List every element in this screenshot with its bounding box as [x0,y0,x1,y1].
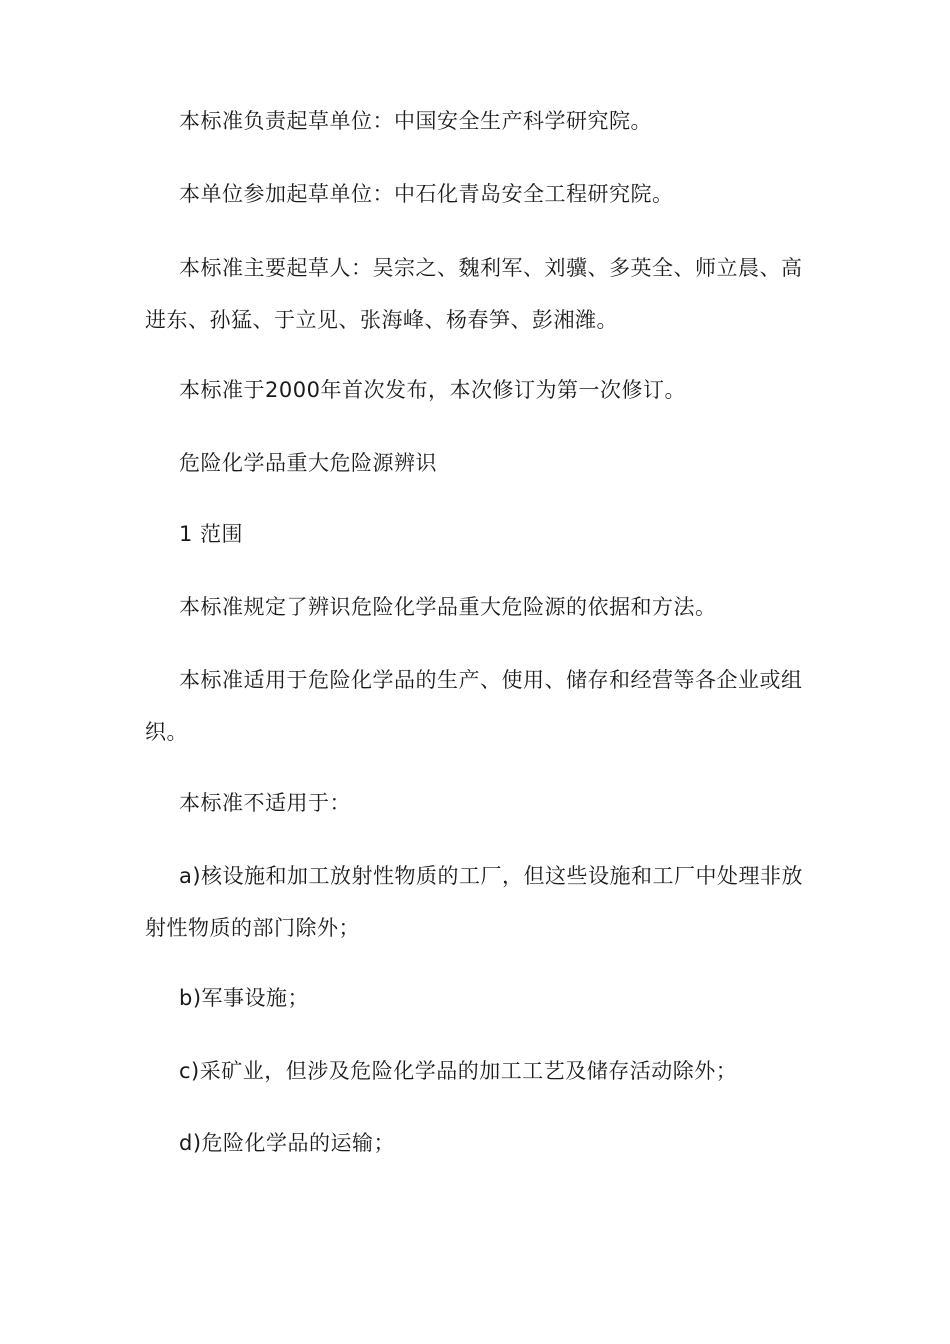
exclusion-item-c: c)采矿业，但涉及危险化学品的加工工艺及储存活动除外； [179,1059,738,1083]
exclusions-intro-paragraph: 本标准不适用于： [179,791,351,815]
section-heading-scope: 1 范围 [179,522,244,546]
exclusion-item-d: d)危险化学品的运输； [179,1131,396,1155]
drafting-unit-paragraph: 本标准负责起草单位：中国安全生产科学研究院。 [179,109,652,133]
drafters-paragraph: 本标准主要起草人：吴宗之、魏利军、刘骥、多英全、师立晨、高进东、孙猛、于立见、张海峰、杨春笋、彭湘潍。 [145,256,803,332]
applicability-paragraph: 本标准适用于危险化学品的生产、使用、储存和经营等各企业或组织。 [145,668,803,744]
standard-title: 危险化学品重大危险源辨识 [179,451,437,475]
revision-history-paragraph: 本标准于2000年首次发布，本次修订为第一次修订。 [179,378,686,402]
exclusion-item-b: b)军事设施； [179,986,310,1010]
exclusion-item-a: a)核设施和加工放射性物质的工厂，但这些设施和工厂中处理非放射性物质的部门除外； [145,864,804,940]
participating-unit-paragraph: 本单位参加起草单位：中石化青岛安全工程研究院。 [179,182,674,206]
scope-paragraph: 本标准规定了辨识危险化学品重大危险源的依据和方法。 [179,595,717,619]
